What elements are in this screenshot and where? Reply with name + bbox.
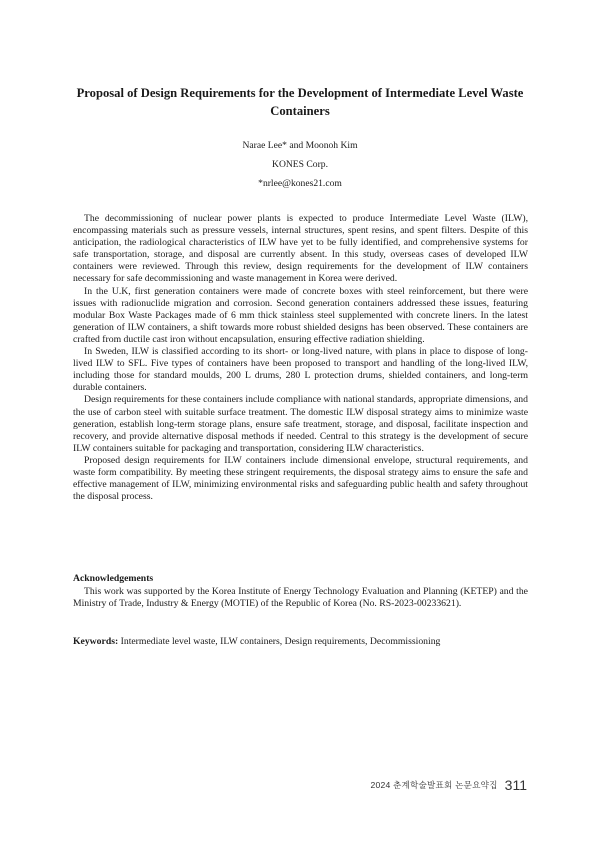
body-paragraph: Proposed design requirements for ILW containers include dimensional envelope, structural requirements, and waste form compatibility. By meeting these stringent requirements, the disposal strategy aims to ensure the safe and effective management of ILW, minimizing environmental risks and safeguarding public health and safety throughout the disposal process.	[73, 454, 528, 503]
body-paragraph: In Sweden, ILW is classified according to its short- or long-lived nature, with plans in place to dispose of long-lived ILW to SFL. Five types of containers have been proposed to transport and handling of the long-lived ILW, including those for standard moulds, 200 L drums, 280 L protection drums, shielded containers, and long-term durable containers.	[73, 346, 528, 394]
paper-title: Proposal of Design Requirements for the Development of Intermediate Level Waste Containers	[76, 86, 524, 118]
body-paragraph: In the U.K, first generation containers were made of concrete boxes with steel reinforcement, but there were issues with radionuclide migration and corrosion. Second generation containers addressed these issues, featuring modular Box Waste Packages made of 6 mm thick stainless steel supplemented with concrete liners. In the latest generation of ILW containers, a shift towards more robust shielded designs has been observed. These containers are crafted from ductile cast iron without encapsulation, ensuring effective radiation shielding.	[73, 285, 528, 345]
abstract-body	[73, 213, 528, 503]
proceedings-title: 2024 춘계학술발표회 논문요약집	[370, 780, 498, 790]
author-list: Narae Lee* and Moonoh Kim	[242, 140, 358, 151]
keywords-text: Intermediate level waste, ILW containers, Design requirements, Decommissioning	[118, 636, 441, 647]
keywords-label: Keywords:	[73, 636, 119, 647]
acknowledgements-heading: Acknowledgements	[73, 573, 154, 584]
corresponding-email: *nrlee@kones21.com	[258, 178, 342, 189]
page-footer	[371, 777, 527, 795]
body-paragraph: Design requirements for these containers include compliance with national standards, appropriate dimensions, and the use of carbon steel with suitable surface treatment. The domestic ILW disposal strategy aims to minimize waste generation, establish long-term storage plans, ensure safe treatment, storage, and disposal, facilitate inspection and recovery, and provide alternative disposal methods if needed. Central to this strategy is the development of secure ILW containers suitable for packaging and transportation, considering ILW characteristics.	[73, 394, 528, 454]
page-number: 311	[504, 777, 527, 793]
acknowledgements-text: This work was supported by the Korea Institute of Energy Technology Evaluation and Planning (KETEP) and the Ministry of Trade, Industry & Energy (MOTIE) of the Republic of Korea (No. RS-2023-00233621).	[73, 586, 528, 610]
affiliation: KONES Corp.	[272, 159, 328, 170]
body-paragraph: The decommissioning of nuclear power plants is expected to produce Intermediate Level Waste (ILW), encompassing materials such as pressure vessels, internal structures, spent resins, and spent filters. Despite of this anticipation, the radiological characteristics of ILW have yet to be fully identified, and comprehensive systems for safe transportation, storage, and disposal are currently absent. In this study, overseas cases of developed ILW containers were reviewed. Through this review, design requirements for the development of ILW containers necessary for safe decommissioning and waste management in Korea were derived.	[73, 213, 528, 285]
keywords-line	[73, 636, 528, 648]
